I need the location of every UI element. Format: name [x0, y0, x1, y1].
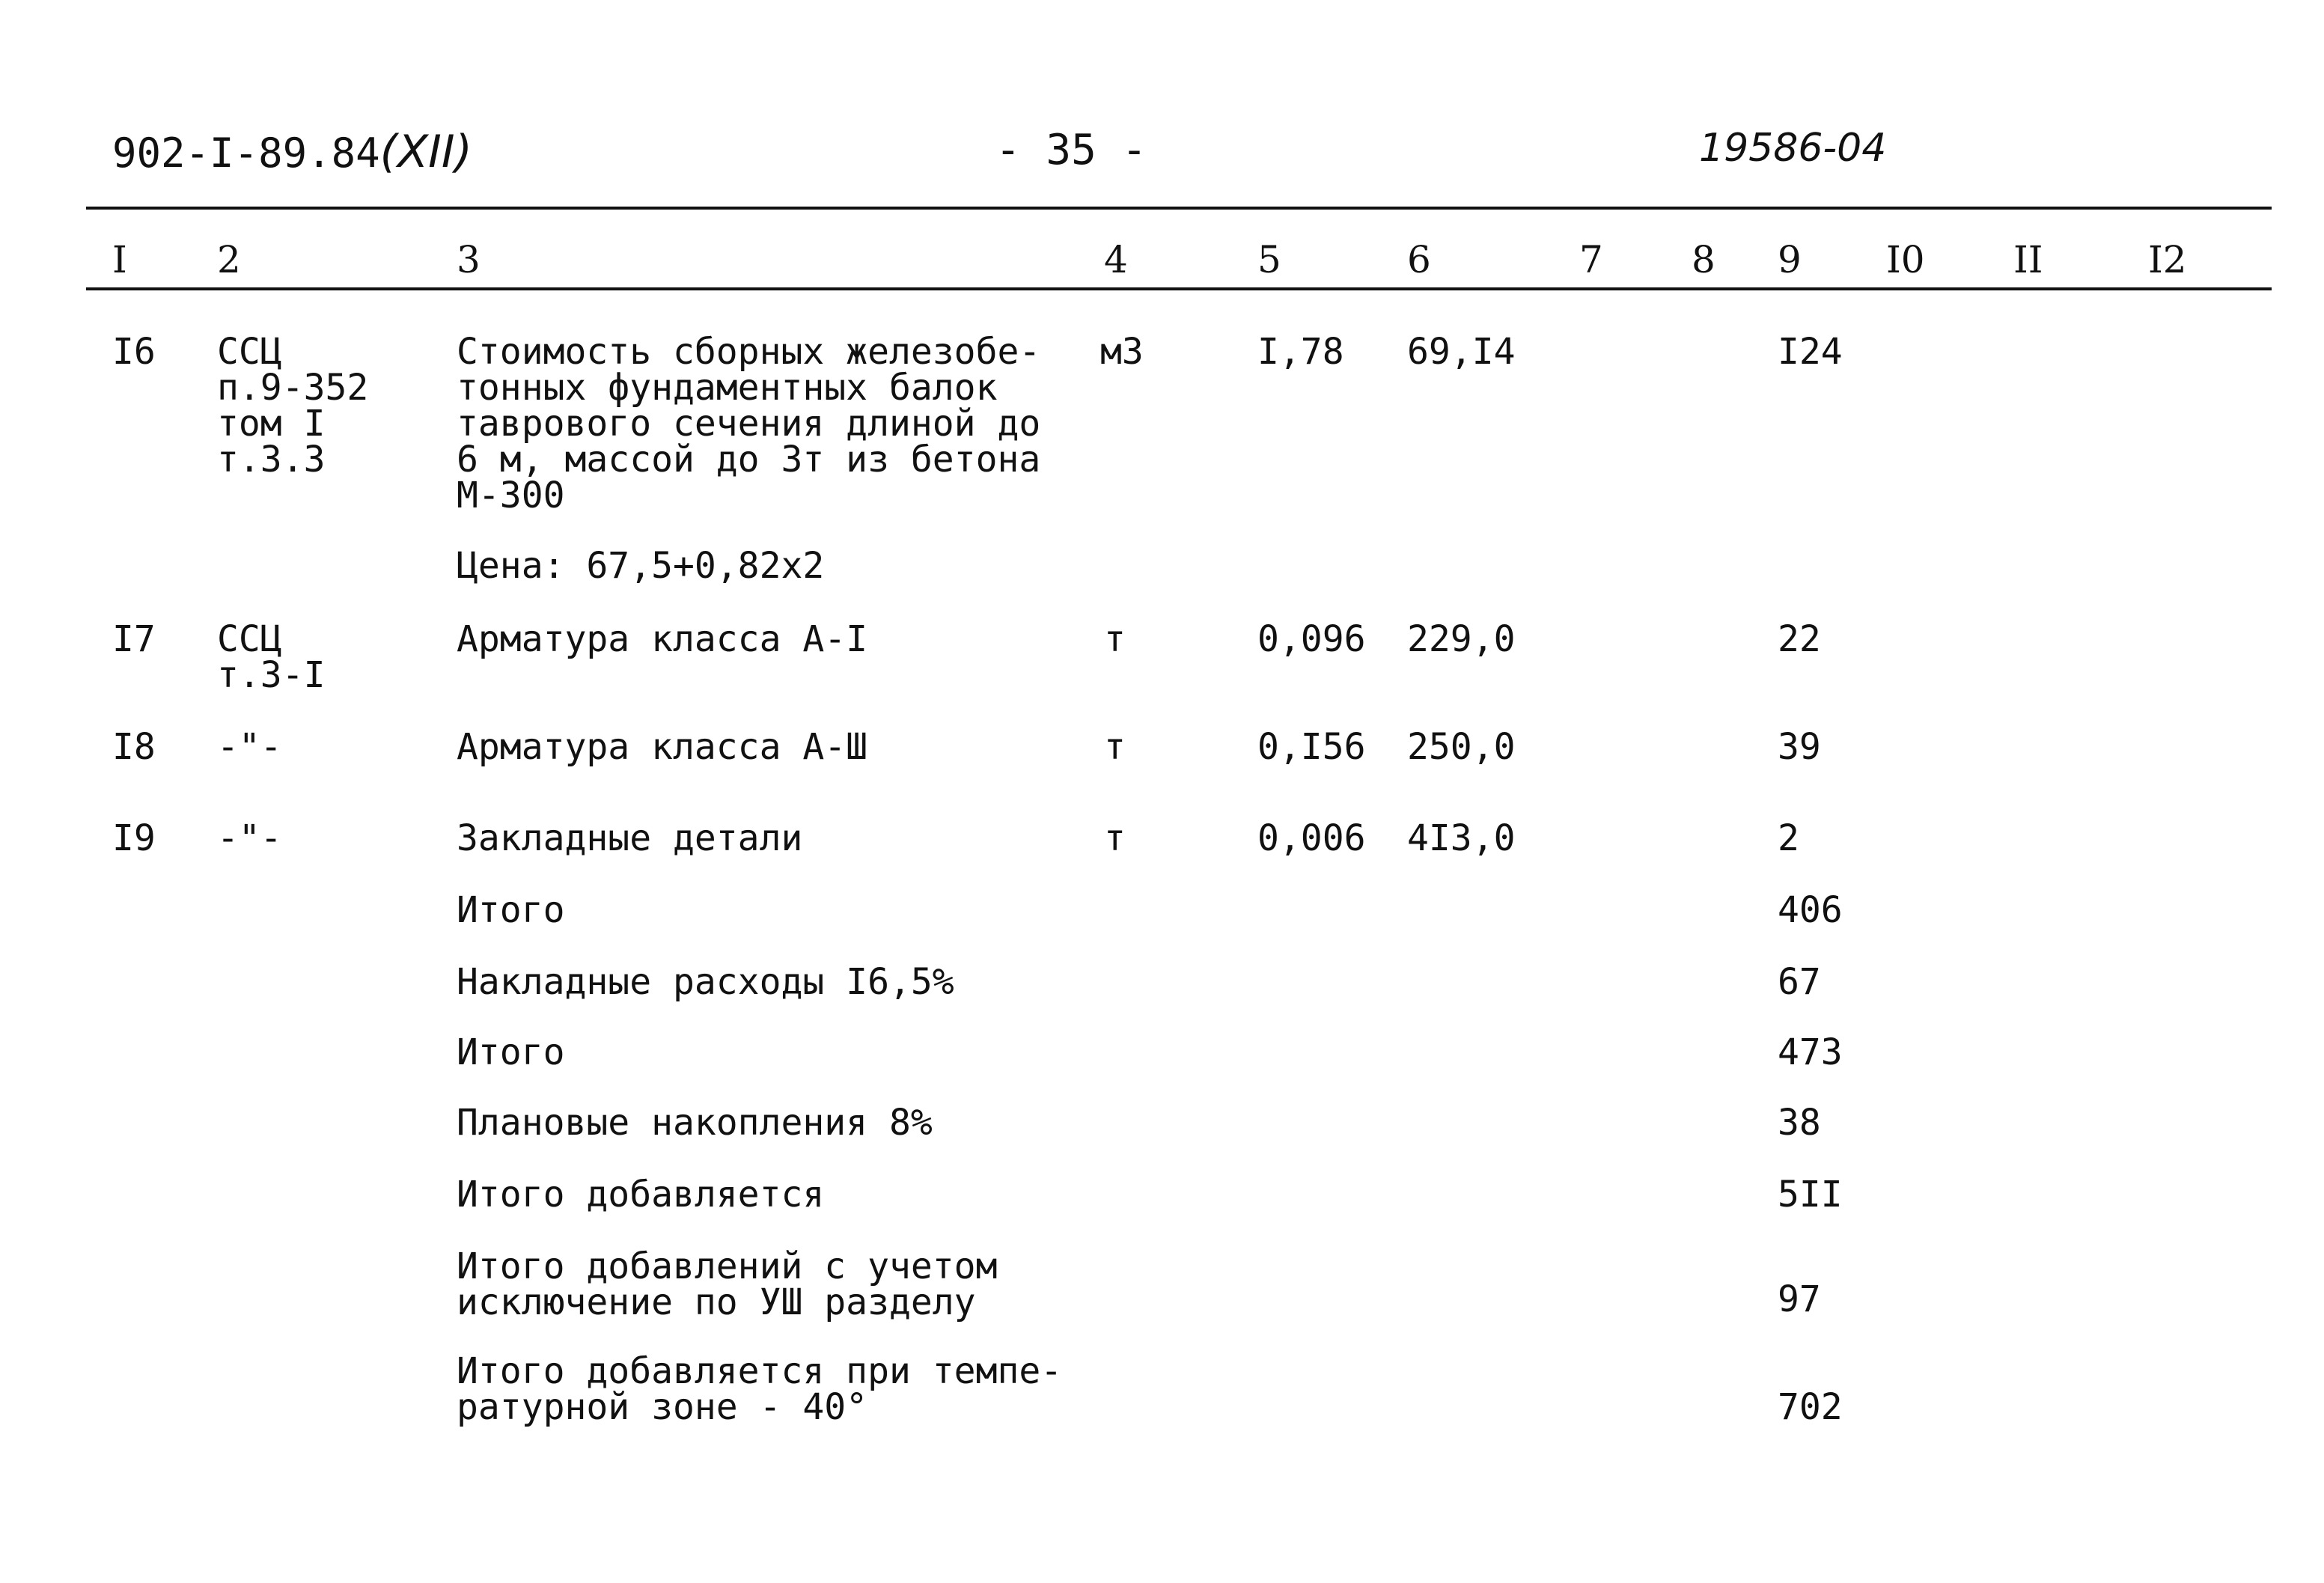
row-price: 4I3,0: [1407, 817, 1516, 859]
archive-stamp: 19586-04: [1699, 126, 1887, 171]
column-header-1: I: [112, 238, 127, 281]
column-header-9: 9: [1778, 238, 1802, 281]
row-description: Арматура класса А-I: [457, 618, 868, 660]
summary-value: 38: [1778, 1102, 1821, 1144]
header-rule-bottom: [86, 287, 2272, 290]
header-rule-top: [86, 207, 2272, 210]
summary-label: Итого: [457, 1031, 565, 1073]
row-unit: т: [1104, 618, 1126, 660]
row-price: 229,0: [1407, 618, 1516, 660]
summary-value: 473: [1778, 1031, 1843, 1073]
row-unit: т: [1104, 726, 1126, 768]
row-code: -"-: [217, 726, 282, 768]
row-quantity: 0,I56: [1257, 726, 1366, 768]
summary-label: Итого добавляется при темпе- ратурной зоне - 40°: [457, 1350, 1063, 1428]
column-header-4: 4: [1104, 238, 1128, 281]
column-header-10: I0: [1886, 238, 1925, 281]
row-total: 39: [1778, 726, 1821, 768]
summary-value: 406: [1778, 889, 1843, 931]
summary-value: 5II: [1778, 1174, 1843, 1216]
column-header-12: I2: [2148, 238, 2187, 281]
column-header-5: 5: [1257, 238, 1281, 281]
row-total: 2: [1778, 817, 1799, 859]
summary-value: 702: [1778, 1386, 1843, 1428]
column-header-8: 8: [1692, 238, 1715, 281]
row-quantity: I,78: [1257, 331, 1344, 373]
row-number: I9: [112, 817, 156, 859]
column-header-11: II: [2013, 238, 2043, 281]
row-unit: т: [1104, 817, 1126, 859]
row-number: I7: [112, 618, 156, 660]
column-header-3: 3: [457, 238, 481, 281]
summary-label: Итого добавлений с учетом исключение по УШ разделу: [457, 1245, 998, 1323]
column-header-2: 2: [217, 238, 241, 281]
column-header-6: 6: [1407, 238, 1431, 281]
row-description: Стоимость сборных железобе- тонных фундаментных балок таврового сечения длиной до 6 м, массой до 3т из бетона М-300: [457, 331, 1041, 516]
summary-label: Итого: [457, 889, 565, 931]
summary-value: 67: [1778, 961, 1821, 1003]
summary-label: Итого добавляется: [457, 1174, 825, 1216]
row-quantity: 0,096: [1257, 618, 1366, 660]
summary-label: Накладные расходы I6,5%: [457, 961, 954, 1003]
row-unit: м3: [1100, 331, 1144, 373]
summary-label: Плановые накопления 8%: [457, 1102, 933, 1144]
row-description: Арматура класса А-Ш: [457, 726, 868, 768]
row-total: I24: [1778, 331, 1843, 373]
price-note: Цена: 67,5+0,82х2: [457, 545, 825, 587]
row-code: -"-: [217, 817, 282, 859]
summary-value: 97: [1778, 1278, 1821, 1320]
row-description: Закладные детали: [457, 817, 803, 859]
row-number: I6: [112, 331, 156, 373]
row-code: ССЦ п.9-352 том I т.3.3: [217, 331, 369, 481]
document-code-suffix: (XII): [379, 126, 472, 178]
document-code: [112, 126, 472, 178]
row-total: 22: [1778, 618, 1821, 660]
row-quantity: 0,006: [1257, 817, 1366, 859]
column-header-7: 7: [1579, 238, 1603, 281]
row-price: 69,I4: [1407, 331, 1516, 373]
row-number: I8: [112, 726, 156, 768]
row-price: 250,0: [1407, 726, 1516, 768]
page-number: - 35 -: [995, 126, 1147, 174]
row-code: ССЦ т.3-I: [217, 618, 326, 696]
document-code-main: 902-I-89.84: [112, 129, 380, 177]
